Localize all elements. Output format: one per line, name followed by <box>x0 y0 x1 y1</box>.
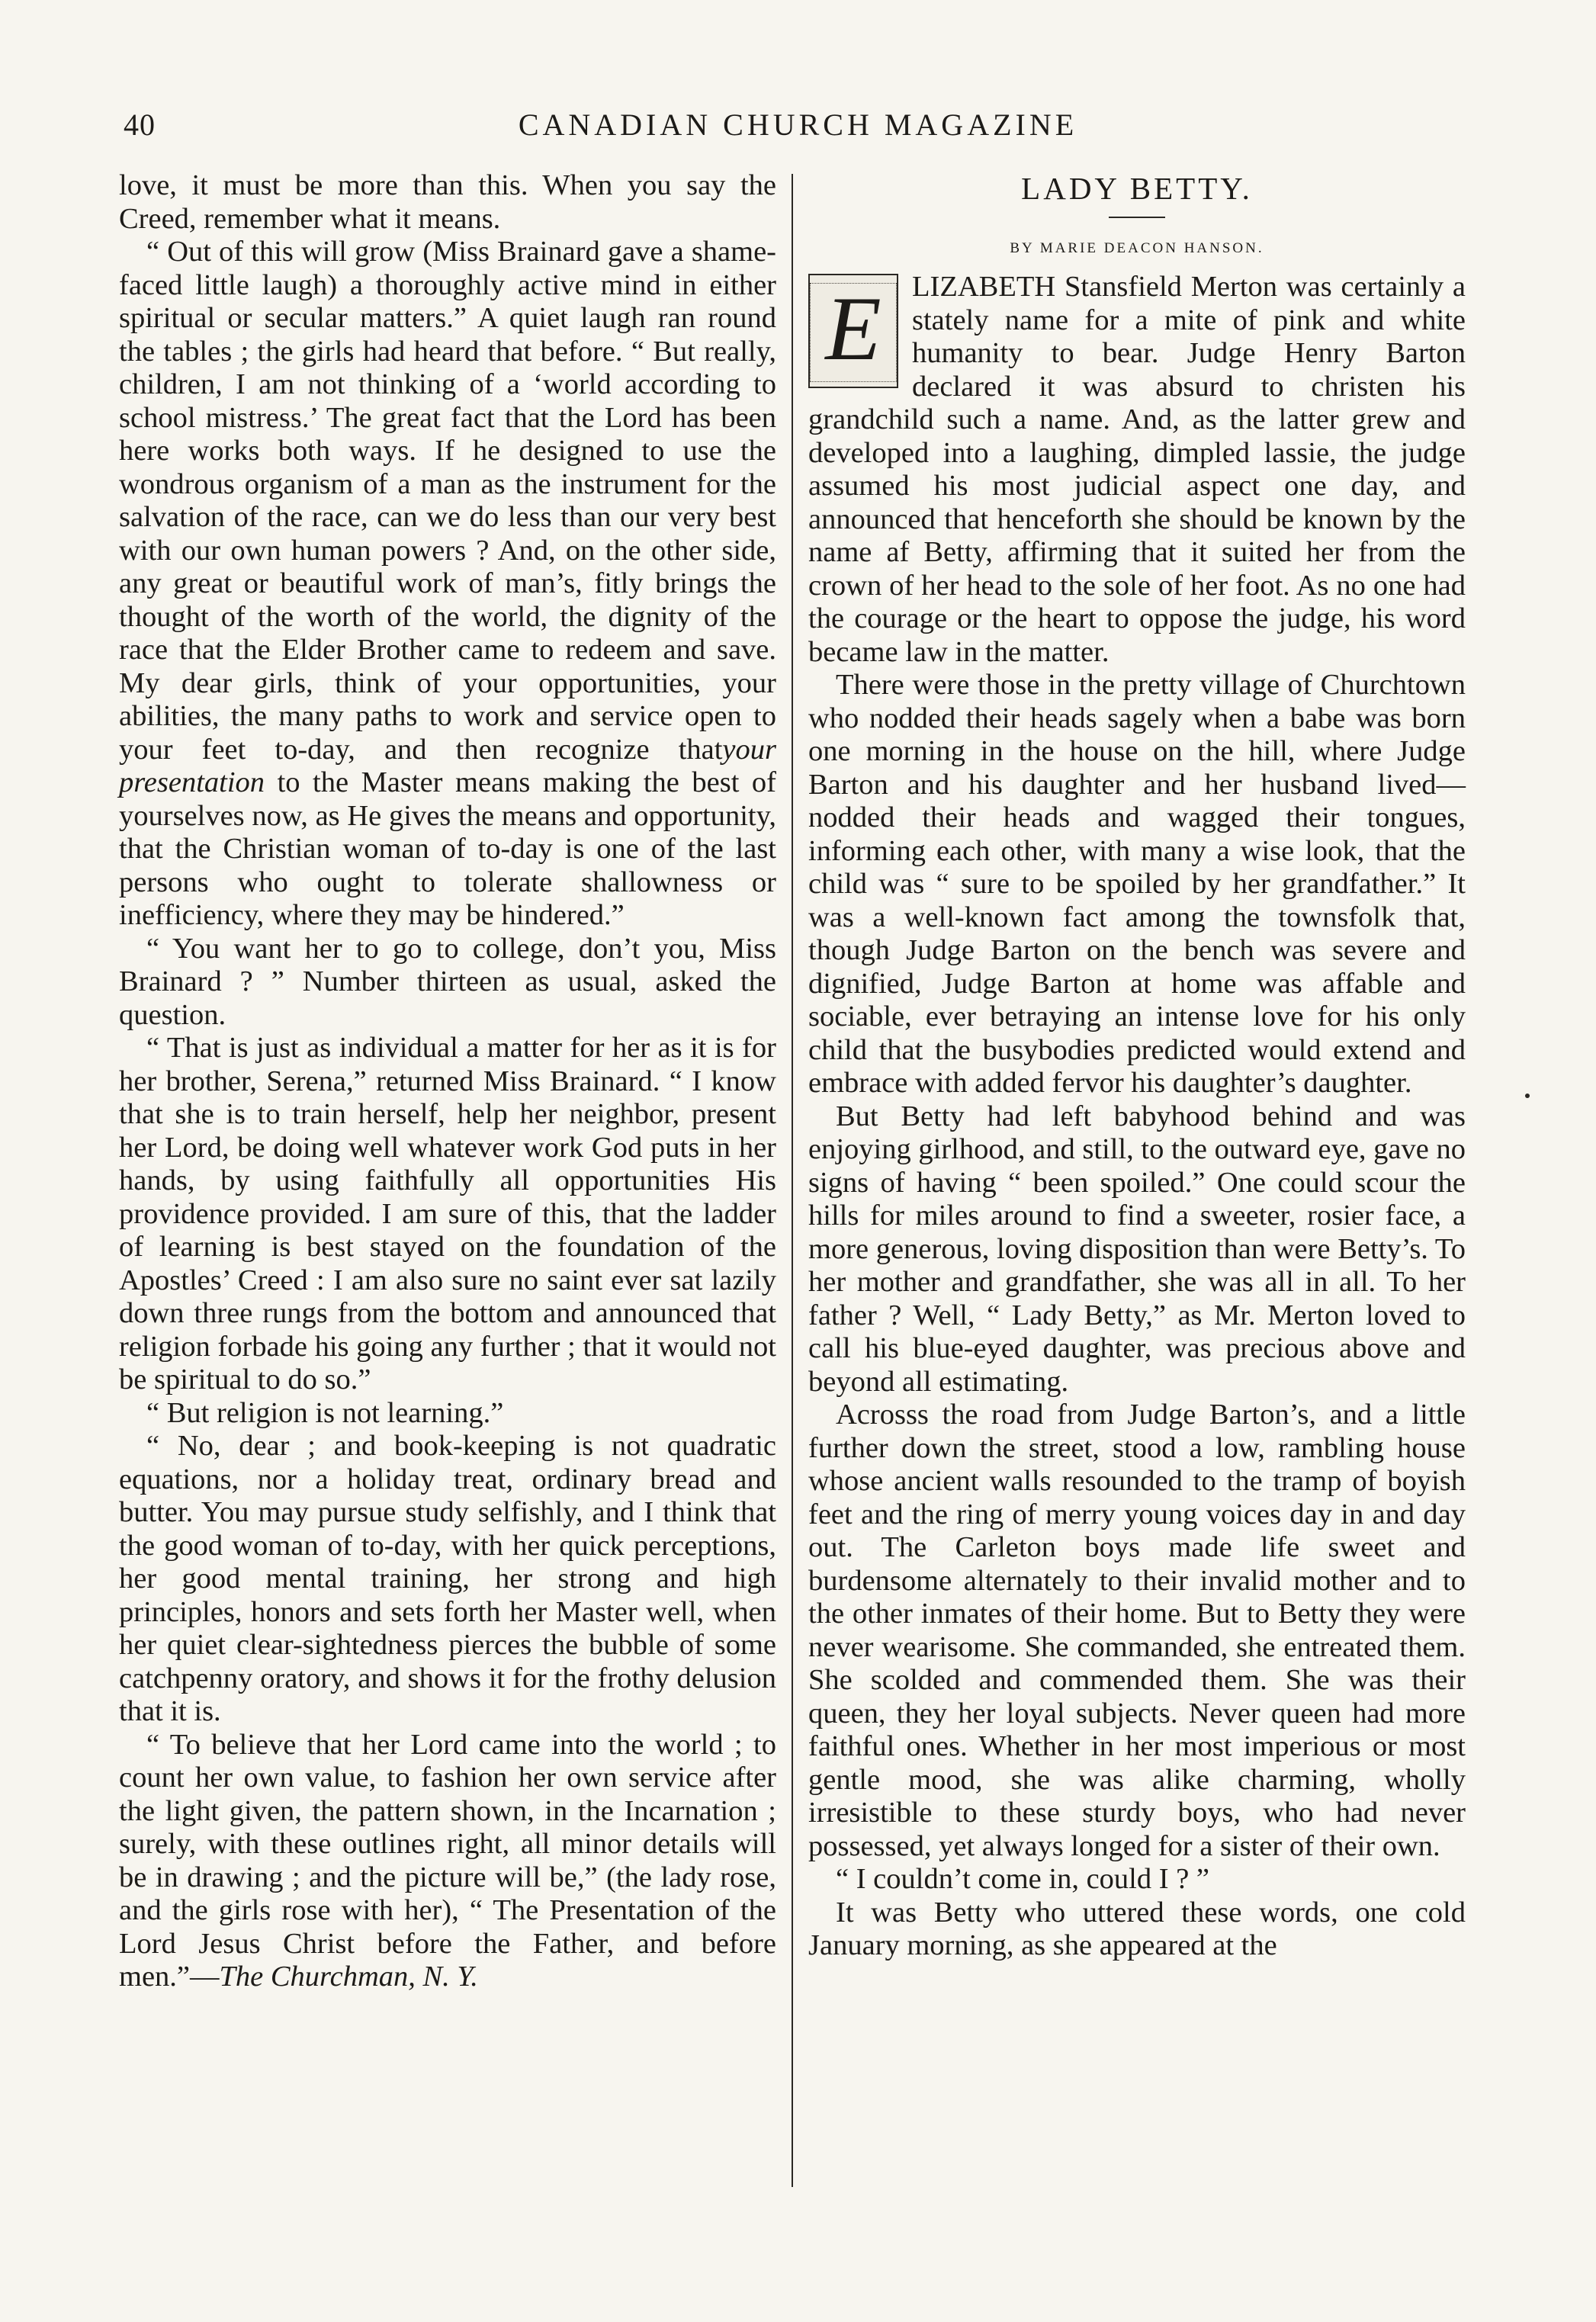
paragraph-tail: to the Master means making the best of yourselves now, as He gives the means and opportunity, that the Christian woman of to-day is one of the last persons who ought to tolerate shallowness or inefficiency, where they may be hindered.” <box>119 766 776 931</box>
paragraph-text: “ Out of this will grow (Miss Brainard gave a shame-faced little laugh) a thoroughly active mind in either spiritual or secular matters.” A quiet laugh ran round the tables ; the girls had heard that before. “ But really, children, I am not thinking of a ‘world according to school mistress.’ The great fact that the Lord has been here works both ways. If he designed to use the wondrous organism of a man as the instrument for the salvation of the race, can we do less than our very best with our own human powers ? And, on the other side, any great or beautiful work of man’s, fitly brings the thought of the worth of the world, the dignity of the race that the Elder Brother came to redeem and save. My dear girls, think of your opportunities, your abilities, the many paths to work and service open to your feet to-day, and then recognize that <box>119 236 776 766</box>
running-head: CANADIAN CHURCH MAGAZINE <box>518 108 1078 142</box>
paragraph: “ That is just as individual a matter for her as it is for her brother, Serena,” returned Miss Brainard. “ I know that she is to train herself, help her neighbor, present her Lord, be doing well whatever work God puts in her hands, by using faithfully all opportunities His providence provided. I am sure of this, that the ladder of learning is best stayed on the foundation of the Apostles’ Creed : I am also sure no saint ever sat lazily down three rungs from the bottom and announced that religion forbade his going any further ; that it would not be spiritual to do so.” <box>119 1032 776 1395</box>
paragraph: “ You want her to go to college, don’t you, Miss Brainard ? ” Number thirteen as usual, asked the question. <box>119 932 776 1031</box>
left-column <box>119 169 776 1994</box>
paragraph: “ But religion is not learning.” <box>146 1396 504 1429</box>
drop-cap-letter: E <box>825 278 881 379</box>
paragraph <box>119 1729 776 1994</box>
stray-dot <box>1525 1094 1530 1098</box>
source-attribution: The Churchman, N. Y. <box>219 1961 478 1993</box>
paragraph: “ No, dear ; and book-keeping is not quadratic equations, nor a holiday treat, ordinary bread and butter. You may pursue study selfishly, and I think that the good woman of to-day, with her quick perceptions, her good mental training, her strong and high principles, honors and sets forth her Master well, when her quiet clear-sightedness pierces the bubble of some catchpenny oratory, and shows it for the frothy delusion that it is. <box>119 1430 776 1727</box>
title-rule <box>1109 217 1165 218</box>
first-paragraph <box>808 271 1466 669</box>
article-title: LADY BETTY. <box>1021 171 1253 206</box>
paragraph: love, it must be more than this. When you say the Creed, remember what it means. <box>119 169 776 235</box>
drop-cap <box>808 274 898 388</box>
italic-phrase: your presentation <box>119 733 776 798</box>
paragraph: But Betty had left babyhood behind and was enjoying girlhood, and still, to the outward eye, gave no signs of having “ been spoiled.” One could scour the hills for miles around to find a sweeter, rosier face, a more generous, loving disposition than were Betty’s. To her mother and grandfather, she was all in all. To her father ? Well, “ Lady Betty,” as Mr. Merton loved to call his blue-eyed daughter, was precious above and beyond all estimating. <box>808 1100 1466 1398</box>
paragraph: Acrosss the road from Judge Barton’s, and a little further down the street, stood a low, rambling house whose ancient walls resounded to the tramp of boyish feet and the ring of merry young voices day in and day out. The Carleton boys made life sweet and burdensome alternately to their invalid mother and to the other inmates of their home. But to Betty they were never wearisome. She commanded, she entreated them. She scolded and commended them. She was their queen, they her loyal subjects. Never queen had more faithful ones. Whether in her most imperious or most gentle mood, she was alike charming, wholly irresistible to these sturdy boys, who had never possessed, yet always longed for a sister of their own. <box>808 1399 1466 1862</box>
page-number: 40 <box>124 108 156 142</box>
right-column <box>808 169 1466 1963</box>
column-divider <box>792 174 793 2187</box>
paragraph: It was Betty who uttered these words, one cold January morning, as she appeared at the <box>808 1896 1466 1961</box>
paragraph: There were those in the pretty village of Churchtown who nodded their heads sagely when a babe was born one morning in the house on the hill, where Judge Barton and his daughter and her husband lived—nodded their heads and wagged their tongues, informing each other, with many a wise look, that the child was “ sure to be spoiled by her grandfather.” It was a well-known fact among the townsfolk that, though Judge Barton on the bench was severe and dignified, Judge Barton at home was affable and sociable, ever betraying an intense love for his only child that the busybodies predicted would extend and embrace with added fervor his daughter’s daughter. <box>808 669 1466 1099</box>
paragraph: “ I couldn’t come in, could I ? ” <box>836 1863 1209 1895</box>
byline: BY MARIE DEACON HANSON. <box>1010 239 1264 256</box>
paragraph <box>119 236 776 933</box>
paragraph-text: “ To believe that her Lord came into the world ; to count her own value, to fashion her own service after the light given, the pattern shown, in the Incarnation ; surely, with these outlines right, all minor details will be in drawing ; and the picture will be,” (the lady rose, and the girls rose with her), “ The Presentation of the Lord Jesus Christ before the Father, and before men.”— <box>119 1728 776 1993</box>
paragraph-text: LIZABETH Stansfield Merton was certainly a stately name for a mite of pink and white humanity to bear. Judge Henry Barton declared it was absurd to christen his grandchild such a name. And, as the latter grew and developed into a laughing, dimpled lassie, the judge assumed his most judicial aspect one day, and announced that henceforth she should be known by the name af Betty, affirming that it suited her from the crown of her head to the sole of her foot. As no one had the courage or the heart to oppose the judge, his word became law in the matter. <box>808 271 1466 668</box>
